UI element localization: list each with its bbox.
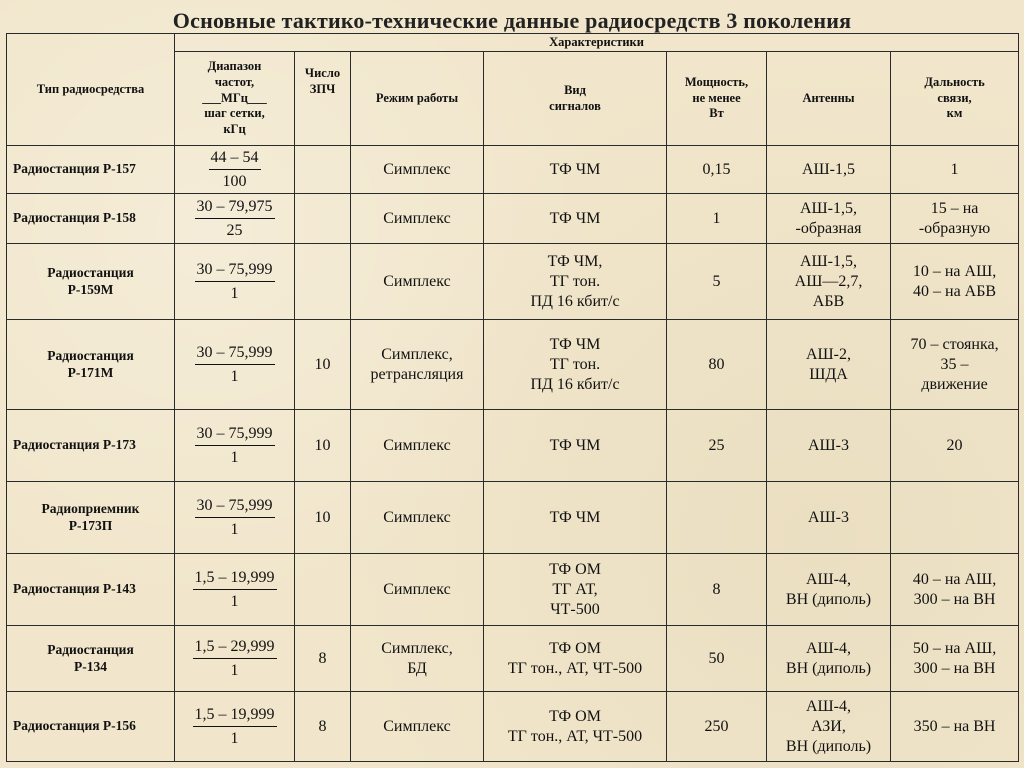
- comm-range: 20: [891, 410, 1019, 482]
- signal-type: ТФ ЧМ: [484, 194, 667, 244]
- comm-range: 70 – стоянка, 35 – движение: [891, 320, 1019, 410]
- antennas: АШ-4, ВН (диполь): [767, 554, 891, 626]
- radio-type: Радиостанция Р-156: [7, 692, 175, 762]
- header-freq: Диапазон частот, ___МГц___ шаг сетки, кГц: [175, 52, 295, 146]
- table-row: [7, 626, 1019, 692]
- operating-mode: Симплекс, ретрансляция: [351, 320, 484, 410]
- signal-type: ТФ ОМ ТГ тон., АТ, ЧТ-500: [484, 626, 667, 692]
- operating-mode: Симплекс: [351, 410, 484, 482]
- signal-type: ТФ ЧМ, ТГ тон. ПД 16 кбит/с: [484, 244, 667, 320]
- zpch-count: [295, 554, 351, 626]
- operating-mode: Симплекс: [351, 244, 484, 320]
- power: 50: [667, 626, 767, 692]
- table-row: [7, 194, 1019, 244]
- frequency-range: 30 – 75,999 1: [175, 482, 295, 554]
- signal-type: ТФ ОМ ТГ АТ, ЧТ-500: [484, 554, 667, 626]
- radio-type: Радиостанция Р-158: [7, 194, 175, 244]
- antennas: АШ-4, АЗИ, ВН (диполь): [767, 692, 891, 762]
- page-title: Основные тактико-технические данные радиосредств 3 поколения: [172, 8, 852, 33]
- header-characteristics: Характеристики: [175, 34, 1019, 52]
- table-row: [7, 554, 1019, 626]
- operating-mode: Симплекс: [351, 482, 484, 554]
- radio-type: Радиостанция Р-159М: [7, 244, 175, 320]
- header-antenna: Антенны: [767, 52, 891, 146]
- table-row: [7, 244, 1019, 320]
- comm-range: 1: [891, 146, 1019, 194]
- comm-range: 10 – на АШ, 40 – на АБВ: [891, 244, 1019, 320]
- header-power: Мощность, не менее Вт: [667, 52, 767, 146]
- power: 1: [667, 194, 767, 244]
- zpch-count: 10: [295, 320, 351, 410]
- zpch-count: 8: [295, 692, 351, 762]
- operating-mode: Симплекс: [351, 146, 484, 194]
- power: 80: [667, 320, 767, 410]
- antennas: АШ-1,5, -образная: [767, 194, 891, 244]
- radio-type: Радиостанция Р-134: [7, 626, 175, 692]
- zpch-count: 10: [295, 482, 351, 554]
- radio-type: Радиостанция Р-157: [7, 146, 175, 194]
- operating-mode: Симплекс: [351, 554, 484, 626]
- signal-type: ТФ ЧМ: [484, 146, 667, 194]
- operating-mode: Симплекс: [351, 194, 484, 244]
- zpch-count: [295, 194, 351, 244]
- zpch-count: [295, 146, 351, 194]
- radio-type: Радиостанция Р-143: [7, 554, 175, 626]
- power: 8: [667, 554, 767, 626]
- power: 250: [667, 692, 767, 762]
- header-type: Тип радиосредства: [7, 34, 175, 146]
- frequency-range: 30 – 75,999 1: [175, 410, 295, 482]
- comm-range: 50 – на АШ, 300 – на ВН: [891, 626, 1019, 692]
- specs-table: [6, 33, 1019, 762]
- frequency-range: 30 – 75,999 1: [175, 320, 295, 410]
- comm-range: [891, 482, 1019, 554]
- signal-type: ТФ ЧМ: [484, 410, 667, 482]
- zpch-count: [295, 244, 351, 320]
- radio-type: Радиостанция Р-171М: [7, 320, 175, 410]
- radio-type: Радиостанция Р-173: [7, 410, 175, 482]
- header-mode: Режим работы: [351, 52, 484, 146]
- operating-mode: Симплекс: [351, 692, 484, 762]
- signal-type: ТФ ЧМ: [484, 482, 667, 554]
- zpch-count: 8: [295, 626, 351, 692]
- table-row: [7, 146, 1019, 194]
- operating-mode: Симплекс, БД: [351, 626, 484, 692]
- comm-range: 40 – на АШ, 300 – на ВН: [891, 554, 1019, 626]
- frequency-range: 30 – 75,999 1: [175, 244, 295, 320]
- frequency-range: 30 – 79,975 25: [175, 194, 295, 244]
- frequency-range: 1,5 – 29,999 1: [175, 626, 295, 692]
- signal-type: ТФ ЧМ ТГ тон. ПД 16 кбит/с: [484, 320, 667, 410]
- antennas: АШ-1,5: [767, 146, 891, 194]
- power: [667, 482, 767, 554]
- antennas: АШ-4, ВН (диполь): [767, 626, 891, 692]
- power: 0,15: [667, 146, 767, 194]
- table-row: [7, 482, 1019, 554]
- power: 5: [667, 244, 767, 320]
- comm-range: 350 – на ВН: [891, 692, 1019, 762]
- antennas: АШ-3: [767, 410, 891, 482]
- frequency-range: 44 – 54 100: [175, 146, 295, 194]
- header-zpch: Число ЗПЧ: [295, 52, 351, 146]
- table-row: [7, 410, 1019, 482]
- frequency-range: 1,5 – 19,999 1: [175, 554, 295, 626]
- zpch-count: 10: [295, 410, 351, 482]
- power: 25: [667, 410, 767, 482]
- comm-range: 15 – на -образную: [891, 194, 1019, 244]
- table-row: [7, 320, 1019, 410]
- antennas: АШ-3: [767, 482, 891, 554]
- table-row: [7, 692, 1019, 762]
- antennas: АШ-2, ШДА: [767, 320, 891, 410]
- frequency-range: 1,5 – 19,999 1: [175, 692, 295, 762]
- header-signal: Вид сигналов: [484, 52, 667, 146]
- header-range: Дальность связи, км: [891, 52, 1019, 146]
- radio-type: Радиоприемник Р-173П: [7, 482, 175, 554]
- antennas: АШ-1,5, АШ—2,7, АБВ: [767, 244, 891, 320]
- signal-type: ТФ ОМ ТГ тон., АТ, ЧТ-500: [484, 692, 667, 762]
